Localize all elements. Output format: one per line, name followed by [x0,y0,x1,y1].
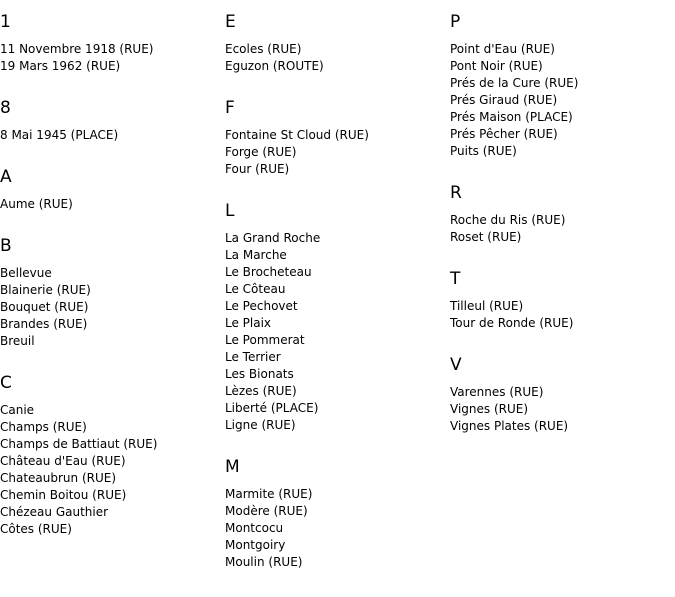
letter-group [450,11,675,160]
street-list [225,127,450,178]
street-name[interactable]: 19 Mars 1962 (RUE) [0,59,121,73]
index-column-1 [0,0,225,538]
letter-group [0,235,225,350]
group-letter-heading: C [0,373,12,393]
street-name[interactable]: Prés Giraud (RUE) [450,93,558,107]
street-name[interactable]: Montgoiry [225,538,286,552]
street-name[interactable]: Point d'Eau (RUE) [450,42,555,56]
letter-group [225,200,450,434]
street-name[interactable]: Canie [0,403,35,417]
group-letter-heading: 1 [0,12,11,32]
index-column-2 [225,0,450,571]
street-name[interactable]: Four (RUE) [225,162,290,176]
street-name[interactable]: Blainerie (RUE) [0,283,91,297]
street-name[interactable]: Le Terrier [225,350,281,364]
group-letter-heading: B [0,236,12,256]
index-column-3 [450,0,675,435]
street-name[interactable]: La Grand Roche [225,231,321,245]
street-name[interactable]: Prés Maison (PLACE) [450,110,573,124]
street-name[interactable]: Prés de la Cure (RUE) [450,76,579,90]
street-name[interactable]: Tilleul (RUE) [450,299,524,313]
street-name[interactable]: Fontaine St Cloud (RUE) [225,128,369,142]
letter-group [0,166,225,213]
street-name[interactable]: Marmite (RUE) [225,487,313,501]
letter-group [225,11,450,75]
street-name[interactable]: Ligne (RUE) [225,418,296,432]
street-name[interactable]: Moulin (RUE) [225,555,303,569]
letter-group [225,456,450,571]
street-name[interactable]: 11 Novembre 1918 (RUE) [0,42,154,56]
street-name[interactable]: Varennes (RUE) [450,385,544,399]
letter-group [450,354,675,435]
street-list [0,196,225,213]
street-list [225,41,450,75]
street-name[interactable]: Vignes (RUE) [450,402,529,416]
street-list [225,230,450,434]
letter-group [450,182,675,246]
letter-group [0,11,225,75]
street-name[interactable]: Champs (RUE) [0,420,87,434]
street-list [0,265,225,350]
street-name[interactable]: Bellevue [0,266,52,280]
street-name[interactable]: Chemin Boitou (RUE) [0,488,127,502]
street-list [450,41,675,160]
street-name[interactable]: Champs de Battiaut (RUE) [0,437,158,451]
street-list [450,298,675,332]
street-name[interactable]: Le Pechovet [225,299,298,313]
street-name[interactable]: Chateaubrun (RUE) [0,471,117,485]
group-letter-heading: L [225,201,235,221]
group-letter-heading: T [450,269,461,289]
street-name[interactable]: 8 Mai 1945 (PLACE) [0,128,119,142]
street-name[interactable]: Le Brocheteau [225,265,312,279]
street-name[interactable]: Roset (RUE) [450,230,522,244]
street-name[interactable]: Forge (RUE) [225,145,297,159]
group-letter-heading: F [225,98,235,118]
letter-group [225,97,450,178]
group-letter-heading: M [225,457,240,477]
street-list [225,486,450,571]
street-name[interactable]: Vignes Plates (RUE) [450,419,569,433]
group-letter-heading: R [450,183,462,203]
group-letter-heading: A [0,167,12,187]
street-name[interactable]: Les Bionats [225,367,294,381]
street-list [450,212,675,246]
letter-group [0,372,225,538]
letter-group [450,268,675,332]
street-name[interactable]: Liberté (PLACE) [225,401,319,415]
street-name[interactable]: Roche du Ris (RUE) [450,213,566,227]
group-letter-heading: P [450,12,461,32]
street-name[interactable]: Eguzon (ROUTE) [225,59,324,73]
street-list [0,127,225,144]
street-name[interactable]: Le Côteau [225,282,286,296]
street-name[interactable]: Bouquet (RUE) [0,300,89,314]
street-list [450,384,675,435]
street-name[interactable]: Brandes (RUE) [0,317,88,331]
street-list [0,402,225,538]
street-name[interactable]: Pont Noir (RUE) [450,59,543,73]
street-name[interactable]: Breuil [0,334,35,348]
street-name[interactable]: Ecoles (RUE) [225,42,302,56]
street-name[interactable]: Tour de Ronde (RUE) [450,316,574,330]
street-name[interactable]: Le Plaix [225,316,272,330]
street-name[interactable]: Lèzes (RUE) [225,384,297,398]
group-letter-heading: V [450,355,462,375]
street-name[interactable]: Montcocu [225,521,284,535]
street-name[interactable]: La Marche [225,248,287,262]
street-name[interactable]: Le Pommerat [225,333,305,347]
street-name[interactable]: Modère (RUE) [225,504,308,518]
street-name[interactable]: Château d'Eau (RUE) [0,454,126,468]
street-name[interactable]: Chézeau Gauthier [0,505,109,519]
group-letter-heading: 8 [0,98,11,118]
street-name[interactable]: Puits (RUE) [450,144,517,158]
street-name[interactable]: Côtes (RUE) [0,522,72,536]
group-letter-heading: E [225,12,236,32]
street-list [0,41,225,75]
street-name[interactable]: Prés Pêcher (RUE) [450,127,558,141]
letter-group [0,97,225,144]
street-name[interactable]: Aume (RUE) [0,197,73,211]
